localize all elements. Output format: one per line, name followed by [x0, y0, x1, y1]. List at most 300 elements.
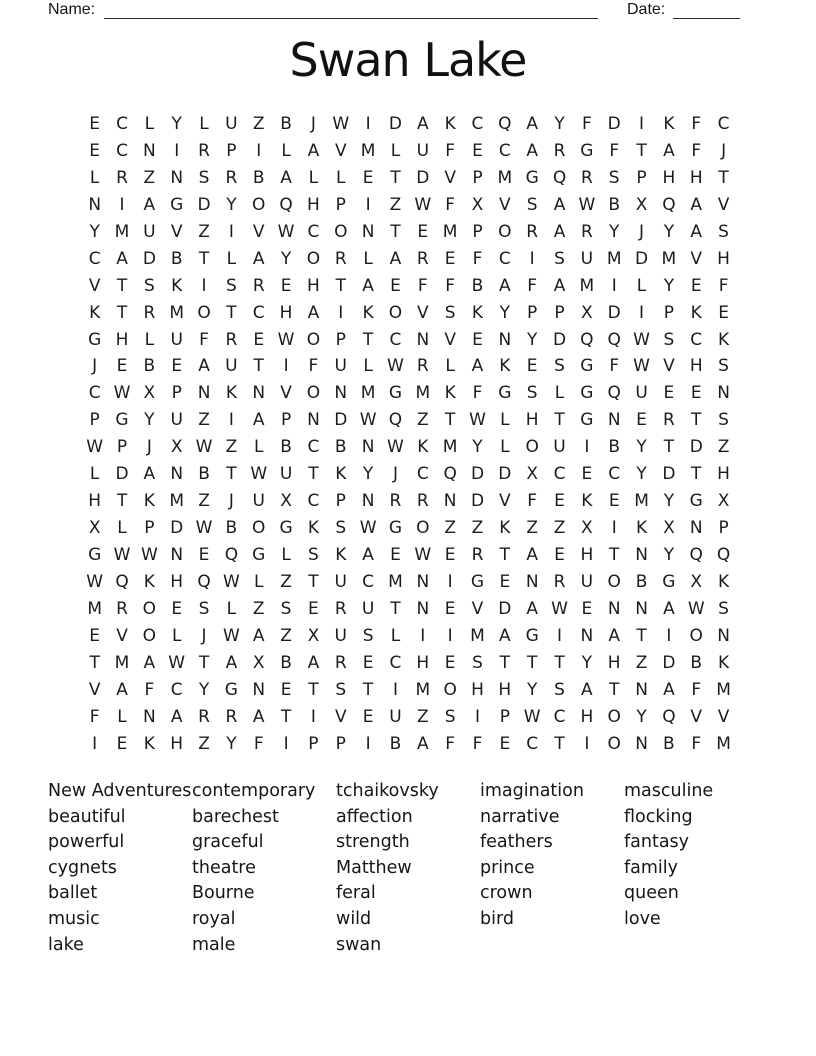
grid-row	[81, 650, 737, 677]
grid-letter: Q	[689, 545, 703, 565]
grid-letter: E	[116, 733, 128, 754]
grid-letter: V	[717, 194, 730, 215]
grid-letter: N	[170, 167, 184, 188]
grid-letter: C	[416, 464, 429, 485]
grid-letter: I	[557, 625, 563, 646]
grid-letter: U	[416, 140, 430, 161]
grid-letter: F	[472, 248, 483, 269]
grid-letter: H	[580, 706, 594, 727]
grid-letter: T	[116, 275, 128, 296]
grid-letter: S	[444, 706, 456, 727]
grid-letter: U	[580, 571, 594, 592]
grid-letter: V	[170, 221, 183, 242]
grid-letter: L	[281, 140, 291, 161]
grid-letter: R	[198, 140, 210, 161]
grid-letter: S	[472, 652, 483, 673]
grid-letter: N	[252, 383, 266, 404]
word-item: imagination	[480, 781, 584, 801]
word-item: prince	[480, 857, 535, 878]
grid-letter: O	[252, 518, 266, 539]
grid-letter: W	[222, 625, 240, 646]
grid-letter: V	[416, 302, 429, 323]
grid-letter: X	[690, 571, 703, 592]
grid-letter: E	[116, 356, 128, 377]
grid-row	[81, 515, 737, 542]
word-item: ballet	[48, 883, 98, 904]
grid-row	[81, 461, 737, 488]
grid-letter: N	[525, 571, 539, 592]
grid-letter: Z	[526, 518, 538, 539]
word-item: powerful	[48, 832, 125, 853]
grid-letter: E	[89, 114, 101, 134]
grid-letter: N	[88, 194, 102, 215]
grid-letter: V	[690, 706, 703, 727]
grid-letter: Z	[143, 167, 156, 188]
grid-letter: O	[689, 625, 703, 646]
grid-letter: Q	[443, 464, 457, 485]
grid-letter: K	[171, 275, 183, 296]
grid-letter: M	[497, 167, 513, 188]
grid-letter: V	[499, 194, 511, 215]
grid-letter: Y	[663, 221, 675, 242]
grid-letter: K	[718, 329, 730, 350]
grid-letter: E	[444, 652, 456, 673]
grid-letter: L	[89, 464, 100, 485]
grid-letter: M	[415, 679, 431, 700]
grid-letter: M	[579, 275, 595, 296]
grid-letter: P	[472, 167, 483, 188]
grid-letter: R	[416, 356, 429, 377]
grid-letter: M	[470, 625, 485, 646]
grid-letter: X	[307, 625, 320, 646]
grid-letter: W	[551, 598, 568, 619]
grid-letter: A	[690, 194, 703, 215]
grid-letter: R	[553, 571, 566, 592]
grid-letter: Z	[198, 733, 210, 754]
name-blank-line	[104, 1, 598, 19]
grid-letter: K	[718, 571, 730, 592]
grid-letter: Z	[444, 518, 456, 539]
grid-letter: V	[334, 706, 347, 727]
grid-letter: T	[362, 329, 374, 350]
grid-letter: O	[142, 625, 157, 646]
grid-letter: K	[307, 518, 319, 539]
grid-letter: Y	[526, 329, 538, 350]
grid-letter: E	[690, 275, 702, 296]
grid-letter: M	[442, 437, 458, 458]
grid-letter: I	[447, 571, 453, 592]
grid-letter: I	[92, 733, 98, 754]
grid-row	[81, 380, 737, 407]
grid-letter: X	[663, 518, 675, 539]
grid-letter: E	[444, 545, 456, 565]
grid-letter: B	[608, 437, 621, 458]
grid-letter: M	[716, 733, 731, 754]
grid-letter: H	[170, 571, 184, 592]
grid-letter: M	[169, 302, 185, 323]
grid-letter: A	[553, 221, 566, 242]
grid-letter: Q	[224, 545, 239, 565]
grid-letter: K	[499, 356, 511, 377]
grid-letter: H	[580, 545, 594, 565]
date-blank-line	[673, 1, 740, 19]
grid-letter: A	[280, 167, 292, 188]
grid-letter: N	[443, 491, 457, 512]
grid-letter: P	[89, 410, 100, 431]
grid-letter: P	[226, 140, 237, 161]
grid-letter: L	[253, 437, 264, 458]
grid-letter: F	[691, 733, 702, 754]
grid-letter: Y	[171, 114, 182, 134]
grid-letter: N	[717, 625, 730, 646]
grid-letter: X	[88, 518, 101, 539]
grid-letter: W	[687, 598, 705, 619]
grid-letter: F	[144, 679, 155, 700]
grid-letter: W	[86, 437, 104, 458]
letter-grid	[81, 111, 737, 758]
grid-letter: N	[307, 410, 320, 431]
grid-letter: T	[198, 652, 210, 673]
grid-letter: N	[416, 329, 430, 350]
grid-letter: Y	[636, 706, 647, 727]
grid-letter: S	[280, 598, 292, 619]
grid-letter: E	[444, 248, 456, 269]
grid-letter: U	[334, 625, 347, 646]
grid-letter: E	[472, 329, 483, 350]
word-item: theatre	[192, 857, 256, 878]
word-item: contemporary	[192, 781, 316, 801]
grid-letter: F	[691, 140, 702, 161]
grid-row	[81, 192, 737, 219]
grid-letter: T	[636, 140, 647, 161]
grid-letter: U	[635, 383, 648, 404]
grid-letter: Z	[471, 518, 484, 539]
grid-letter: M	[606, 248, 622, 269]
grid-letter: C	[553, 464, 566, 485]
grid-letter: S	[526, 383, 538, 404]
grid-letter: L	[445, 356, 455, 377]
grid-letter: C	[307, 221, 320, 242]
grid-letter: Q	[115, 571, 129, 592]
grid-letter: L	[171, 625, 182, 646]
grid-letter: U	[361, 598, 375, 619]
grid-letter: T	[89, 652, 100, 673]
grid-letter: W	[633, 356, 650, 377]
grid-letter: E	[89, 140, 101, 161]
grid-letter: M	[169, 491, 185, 512]
grid-letter: N	[635, 733, 648, 754]
grid-letter: G	[525, 625, 539, 646]
word-item: affection	[336, 806, 413, 827]
word-item: family	[624, 857, 679, 878]
grid-letter: C	[526, 733, 539, 754]
grid-letter: Q	[716, 545, 731, 565]
grid-letter: I	[666, 625, 672, 646]
grid-letter: D	[197, 194, 211, 215]
grid-letter: P	[499, 706, 510, 727]
grid-letter: T	[390, 167, 401, 188]
grid-letter: Z	[389, 194, 402, 215]
word-item: tchaikovsky	[336, 781, 439, 801]
grid-letter: S	[143, 275, 155, 296]
grid-row	[81, 596, 737, 623]
grid-letter: L	[390, 140, 401, 161]
grid-letter: E	[690, 383, 702, 404]
grid-letter: L	[390, 625, 401, 646]
grid-letter: Z	[416, 706, 429, 727]
grid-letter: O	[306, 383, 321, 404]
grid-letter: A	[116, 679, 128, 700]
grid-letter: I	[228, 221, 234, 242]
grid-letter: X	[471, 194, 484, 215]
word-item: beautiful	[48, 806, 126, 827]
grid-letter: C	[170, 679, 183, 700]
grid-letter: U	[389, 706, 402, 727]
word-item: Bourne	[192, 883, 255, 904]
grid-letter: E	[390, 545, 401, 565]
grid-row	[81, 138, 737, 165]
grid-letter: N	[580, 625, 594, 646]
date-label: Date:	[627, 1, 666, 18]
grid-letter: C	[116, 140, 128, 161]
grid-letter: K	[471, 302, 484, 323]
grid-letter: J	[146, 437, 152, 458]
grid-letter: X	[170, 437, 183, 458]
grid-letter: N	[607, 598, 621, 619]
grid-letter: S	[198, 167, 210, 188]
grid-letter: O	[306, 329, 321, 350]
grid-letter: S	[526, 194, 538, 215]
grid-letter: B	[252, 167, 265, 188]
grid-letter: S	[308, 545, 319, 565]
grid-letter: W	[140, 545, 158, 565]
grid-letter: Z	[280, 571, 292, 592]
grid-letter: T	[335, 275, 346, 296]
grid-letter: H	[115, 329, 129, 350]
grid-letter: W	[195, 518, 213, 539]
grid-letter: A	[252, 410, 265, 431]
grid-letter: Y	[526, 679, 538, 700]
grid-letter: F	[472, 383, 483, 404]
grid-letter: C	[498, 140, 511, 161]
grid-letter: N	[635, 545, 648, 565]
grid-letter: W	[359, 410, 377, 431]
grid-letter: O	[416, 518, 430, 539]
grid-letter: O	[607, 706, 621, 727]
grid-letter: L	[636, 275, 647, 296]
grid-letter: K	[143, 491, 155, 512]
grid-letter: T	[691, 464, 702, 485]
grid-letter: E	[362, 706, 374, 727]
grid-letter: B	[143, 356, 156, 377]
grid-letter: J	[310, 114, 316, 134]
grid-letter: N	[361, 437, 375, 458]
grid-letter: A	[581, 679, 593, 700]
grid-letter: M	[442, 221, 458, 242]
grid-letter: E	[608, 491, 620, 512]
grid-letter: I	[447, 625, 453, 646]
grid-row	[81, 677, 737, 704]
grid-row	[81, 111, 737, 138]
grid-letter: R	[553, 140, 566, 161]
grid-letter: W	[277, 329, 295, 350]
grid-letter: K	[89, 302, 101, 323]
grid-letter: G	[88, 545, 102, 565]
word-item: wild	[336, 908, 372, 929]
grid-letter: P	[335, 194, 346, 215]
grid-letter: Z	[252, 114, 265, 134]
grid-letter: R	[580, 167, 593, 188]
word-list-column	[48, 779, 191, 958]
word-item: strength	[336, 832, 410, 853]
grid-letter: C	[116, 114, 128, 134]
grid-letter: I	[584, 437, 590, 458]
grid-letter: T	[609, 545, 620, 565]
grid-letter: Q	[197, 571, 211, 592]
grid-letter: D	[334, 410, 348, 431]
grid-letter: M	[634, 491, 649, 512]
grid-letter: K	[718, 652, 730, 673]
word-item: male	[192, 934, 236, 955]
grid-letter: Y	[663, 275, 675, 296]
grid-letter: G	[279, 518, 293, 539]
grid-letter: S	[718, 221, 729, 242]
grid-letter: M	[87, 598, 102, 619]
grid-letter: W	[113, 383, 131, 404]
grid-letter: X	[280, 491, 292, 512]
grid-letter: A	[416, 733, 429, 754]
grid-letter: W	[387, 356, 404, 377]
grid-letter: G	[224, 679, 238, 700]
grid-letter: R	[416, 491, 429, 512]
grid-letter: W	[86, 571, 104, 592]
grid-letter: H	[471, 679, 484, 700]
grid-letter: D	[388, 114, 402, 134]
grid-letter: E	[89, 625, 101, 646]
grid-letter: R	[334, 598, 347, 619]
grid-letter: T	[636, 625, 647, 646]
grid-letter: R	[198, 706, 210, 727]
grid-letter: F	[199, 329, 209, 350]
word-item: love	[624, 908, 661, 929]
grid-letter: V	[280, 383, 292, 404]
grid-letter: Z	[225, 437, 238, 458]
grid-letter: Z	[635, 652, 648, 673]
grid-letter: N	[334, 383, 348, 404]
grid-letter: U	[252, 491, 265, 512]
grid-letter: A	[690, 221, 703, 242]
grid-letter: F	[417, 275, 428, 296]
grid-letter: W	[332, 114, 350, 134]
grid-letter: N	[143, 706, 156, 727]
grid-letter: X	[581, 302, 593, 323]
grid-letter: P	[335, 329, 346, 350]
grid-letter: K	[663, 114, 675, 134]
grid-letter: E	[308, 598, 319, 619]
grid-letter: V	[663, 356, 675, 377]
grid-letter: W	[523, 706, 541, 727]
grid-letter: G	[525, 167, 539, 188]
word-item: music	[48, 908, 100, 929]
grid-letter: W	[633, 329, 650, 350]
grid-letter: N	[416, 571, 430, 592]
grid-letter: C	[389, 329, 402, 350]
grid-letter: F	[308, 356, 319, 377]
grid-letter: K	[143, 571, 155, 592]
grid-letter: N	[361, 221, 375, 242]
grid-letter: H	[607, 652, 621, 673]
grid-letter: P	[335, 733, 346, 754]
grid-letter: H	[717, 248, 730, 269]
grid-letter: T	[308, 679, 319, 700]
grid-letter: Y	[89, 221, 100, 242]
word-item: feathers	[480, 832, 553, 853]
grid-letter: Y	[499, 302, 511, 323]
word-item: graceful	[192, 832, 264, 853]
grid-letter: B	[471, 275, 484, 296]
grid-letter: I	[420, 625, 426, 646]
grid-row	[81, 273, 737, 300]
grid-letter: T	[308, 571, 319, 592]
grid-letter: T	[308, 464, 319, 485]
grid-letter: T	[116, 302, 128, 323]
grid-letter: T	[226, 464, 237, 485]
grid-letter: C	[389, 652, 402, 673]
grid-letter: A	[499, 275, 511, 296]
grid-letter: V	[334, 140, 347, 161]
grid-letter: D	[662, 652, 676, 673]
word-item: feral	[336, 883, 376, 904]
grid-letter: R	[143, 302, 156, 323]
grid-letter: E	[499, 733, 511, 754]
grid-letter: F	[253, 733, 264, 754]
grid-letter: G	[689, 491, 703, 512]
grid-letter: L	[363, 248, 373, 269]
grid-letter: X	[717, 491, 730, 512]
grid-letter: N	[197, 383, 211, 404]
grid-letter: H	[662, 167, 676, 188]
grid-letter: D	[498, 464, 512, 485]
grid-letter: H	[717, 464, 730, 485]
grid-letter: B	[280, 114, 292, 134]
grid-letter: B	[198, 464, 210, 485]
grid-letter: P	[116, 437, 128, 458]
grid-letter: S	[718, 410, 729, 431]
grid-letter: Y	[663, 545, 675, 565]
grid-letter: A	[362, 275, 374, 296]
grid-letter: I	[174, 140, 180, 161]
grid-letter: N	[170, 545, 184, 565]
grid-letter: P	[527, 302, 538, 323]
grid-letter: Y	[280, 248, 292, 269]
grid-letter: K	[499, 518, 511, 539]
grid-letter: I	[283, 733, 289, 754]
grid-letter: O	[607, 733, 621, 754]
grid-letter: Q	[662, 706, 676, 727]
grid-letter: U	[334, 356, 347, 377]
grid-letter: F	[718, 275, 729, 296]
word-list-column	[480, 779, 584, 933]
grid-letter: C	[498, 248, 511, 269]
grid-letter: A	[143, 464, 156, 485]
grid-letter: L	[554, 383, 565, 404]
grid-row	[81, 246, 737, 273]
grid-letter: L	[500, 437, 510, 458]
grid-letter: T	[390, 598, 401, 619]
grid-letter: T	[554, 410, 565, 431]
grid-letter: K	[225, 383, 237, 404]
grid-letter: A	[526, 140, 538, 161]
